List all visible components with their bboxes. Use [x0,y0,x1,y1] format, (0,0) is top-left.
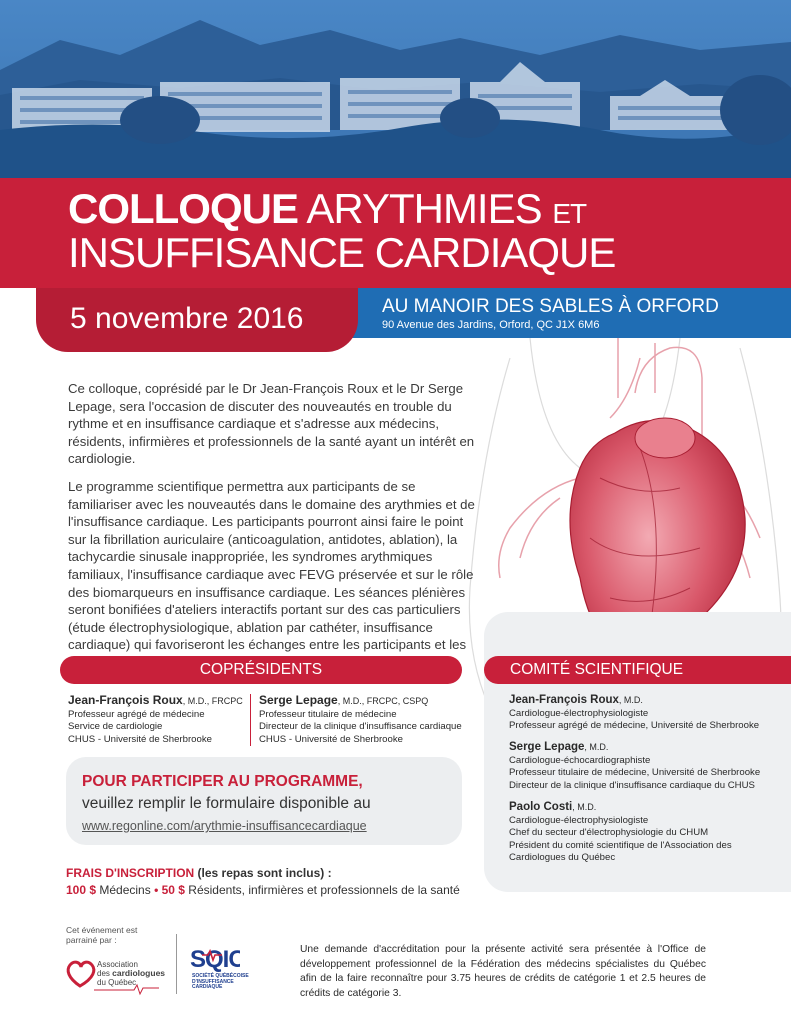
copresident-2-credentials: , M.D., FRCPC, CSPQ [337,696,429,706]
title-bold: COLLOQUE [68,185,298,232]
copresident-2-line: CHUS - Université de Sherbrooke [259,733,403,745]
venue-address: 90 Avenue des Jardins, Orford, QC J1X 6M6 [382,319,600,331]
copresident-1-line: Service de cardiologie [68,721,163,732]
copresident-1-credentials: , M.D., FRCPC [182,696,243,706]
acq-line-3: du Québec [97,978,137,987]
comite-member-1-credentials: , M.D. [618,695,643,705]
comite-member-1-line: Professeur agrégé de médecine, Université de Sherbrooke [509,720,760,732]
copresident-2-name: Serge Lepage [259,693,338,707]
fee-who-1: Médecins [96,883,151,897]
comite-member-2-line: Directeur de la clinique d'insuffisance cardiaque du CHUS [509,779,755,791]
comite-member-2 [509,741,779,792]
copresident-1-name: Jean-François Roux [68,693,183,707]
fee-separator: • [150,883,162,897]
acq-line-2-bold: cardiologues [112,968,166,978]
fee-price-2: 50 $ [161,883,185,897]
registration-link[interactable]: www.regonline.com/arythmie-insuffisancecardiaque [82,819,367,833]
sponsor-label: Cet événement est parrainé par : [66,925,138,945]
comite-member-1-line: Cardiologue-électrophysiologiste [509,707,649,719]
copresident-1-line: Professeur agrégé de médecine [68,708,205,720]
copresident-1-line: CHUS - Université de Sherbrooke [68,733,212,745]
sqic-subtitle: SOCIÉTÉ QUÉBÉCOISE D'INSUFFISANCE CARDIAQUE [192,973,249,991]
footer-divider [176,934,177,994]
comite-heading: COMITÉ SCIENTIFIQUE [484,656,791,684]
fees-line [66,883,460,897]
copresident-2 [259,694,469,746]
comite-member-2-line: Cardiologue-échocardiographiste [509,754,651,766]
copresident-1 [68,694,248,746]
comite-member-1-name: Jean-François Roux [509,694,619,706]
copresident-2-line: Directeur de la clinique d'insuffisance cardiaque [259,721,462,732]
fee-who-2: Résidents, infirmières et professionnels de la santé [184,883,460,897]
comite-member-3 [509,801,779,865]
comite-member-3-line: Cardiologues du Québec [509,852,616,864]
participation-subheading: veuillez remplir le formulaire disponible au [82,795,371,812]
comite-member-3-line: Chef du secteur d'électrophysiologie du CHUM [509,827,709,839]
event-date: 5 novembre 2016 [70,302,304,335]
comite-member-2-line: Professeur titulaire de médecine, Université de Sherbrooke [509,767,761,779]
comite-member-2-credentials: , M.D. [584,742,609,752]
accreditation-text: Une demande d'accréditation pour la présente activité sera présentée à l'Office de développement professionnel de la Fédération des médecins spécialistes du Québec afin de la faire reconnaître pour 3.75 heures de crédits de catégorie 1 et 2.5 heures de crédits de catégorie 3. [300,944,706,999]
intro-paragraph-2: Le programme scientifique permettra aux participants de se familiariser avec les nouveautés dans le domaine des arythmies et de l'insuffisance cardiaque. Les participants pourront ainsi faire le point sur la fibrillation auriculaire (anticoagulation, antidotes, ablation), la tachycardie sinusale inappropriée, les syndromes arythmiques familiaux, l'insuffisance cardiaque avec FEVG préservée et sur le rôle des biomarqueurs en insuffisance cardiaque. Les séances plénières seront bonifiées d'ateliers interactifs portant sur des cas particuliers (étude électrophysiologique, ablation par cathéter, insuffisance cardiaque) qui favoriseront les échanges entre les participants et les [68,478,475,653]
intro-text [68,380,478,682]
fees-heading [66,866,332,880]
comite-member-1 [509,694,779,733]
acq-line-2-pre: des [97,969,113,978]
comite-member-3-line: Président du comité scientifique de l'Association des [509,839,732,851]
acq-name [97,960,165,987]
page-title-line2: INSUFFISANCE CARDIAQUE [68,229,616,276]
fees-note: (les repas sont inclus) : [194,866,332,880]
title-et: ET [552,198,587,229]
acq-line-1: Association [97,960,138,969]
fees-label: FRAIS D'INSCRIPTION [66,866,195,880]
title-part1: ARYTHMIES [306,185,542,232]
copresidents-heading: COPRÉSIDENTS [60,656,462,684]
comite-member-3-line: Cardiologue-électrophysiologiste [509,814,649,826]
venue-name: AU MANOIR DES SABLES À ORFORD [382,296,719,317]
copresidents-divider [250,694,251,746]
comite-member-3-credentials: , M.D. [572,802,597,812]
intro-paragraph-1: Ce colloque, coprésidé par le Dr Jean-François Roux et le Dr Serge Lepage, sera l'occasion de discuter des nouveautés en trouble du rythme et en insuffisance cardiaque et s'adresse aux médecins, résidents, infirmières et professionnels de la santé ayant un intérêt en cardiologie. [68,381,475,467]
sqic-wordmark: SQIC [190,946,240,973]
comite-member-2-name: Serge Lepage [509,741,585,753]
copresident-2-line: Professeur titulaire de médecine [259,708,397,720]
fee-price-1: 100 $ [66,883,97,897]
participation-heading: POUR PARTICIPER AU PROGRAMME, [82,773,363,790]
hotel-photo [0,0,791,180]
comite-member-3-name: Paolo Costi [509,801,573,813]
